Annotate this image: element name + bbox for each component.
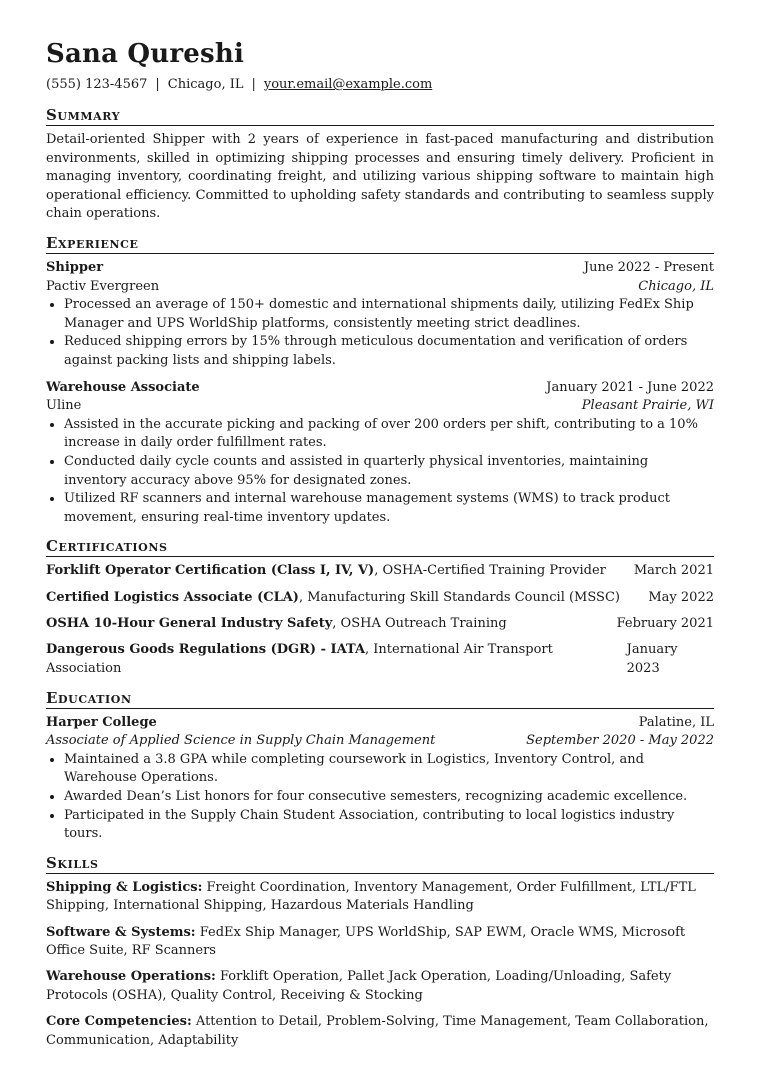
skill-text: Forklift Operation, Pallet Jack Operation, Loading/Unloading, Safety Protocols (OSHA), Quality Control, Receiving & Stocking [46, 969, 672, 1003]
job-location: Pleasant Prairie, WI [581, 398, 714, 414]
certification-row [46, 589, 714, 608]
certification-date: February 2021 [616, 616, 714, 632]
skill-label: Software & Systems: [46, 924, 196, 940]
skill-text: FedEx Ship Manager, UPS WorldShip, SAP EWM, Oracle WMS, Microsoft Office Suite, RF Scanners [46, 924, 686, 959]
skill-text: Freight Coordination, Inventory Management, Order Fulfillment, LTL/FTL Shipping, International Shipping, Hazardous Materials Handling [46, 879, 696, 914]
section-title: Experience [46, 234, 714, 254]
list-item: • Awarded Dean’s List honors for four consecutive semesters, recognizing academic excellence. [64, 788, 714, 807]
section-title: Certifications [46, 537, 714, 557]
section-title: Summary [46, 106, 714, 126]
candidate-name: Sana Qureshi [46, 39, 245, 69]
job-company: Uline [46, 398, 82, 414]
summary-text: Detail-oriented Shipper with 2 years of experience in fast-paced manufacturing and distribution environments, skilled in optimizing shipping processes and ensuring timely delivery. Proficient in managing inventory, coordinating freight, and utilizing various shipping software to maintain high operational efficiency. Committed to upholding safety standards and contributing to seamless supply chain operations. [46, 132, 714, 222]
summary-section [46, 106, 714, 224]
job-bullets [46, 296, 714, 370]
section-title: Skills [46, 854, 714, 874]
certification-row [46, 641, 714, 678]
certification-name: Dangerous Goods Regulations (DGR) - IATA [46, 642, 366, 658]
skill-text: Attention to Detail, Problem-Solving, Time Management, Team Collaboration, Communication, Adaptability [46, 1014, 709, 1048]
job-header [46, 259, 714, 278]
list-item: • Participated in the Supply Chain Student Association, contributing to local logistics industry tours. [64, 807, 714, 844]
skill-group [46, 879, 714, 916]
separator: | [155, 77, 160, 92]
certification-date: March 2021 [633, 563, 714, 579]
certification-name: OSHA 10-Hour General Industry Safety [46, 616, 333, 632]
degree: Associate of Applied Science in Supply Chain Management [46, 733, 436, 749]
certification-row [46, 615, 714, 634]
education-section [46, 689, 714, 844]
list-item: • Reduced shipping errors by 15% through meticulous documentation and verification of orders against packing lists and shipping labels. [64, 333, 714, 370]
list-item: • Assisted in the accurate picking and packing of over 200 orders per shift, contributing to a 10% increase in daily order fulfillment rates. [64, 416, 714, 453]
list-item: • Utilized RF scanners and internal warehouse management systems (WMS) to track product movement, ensuring real-time inventory updates. [64, 490, 714, 527]
certification-name: Forklift Operator Certification (Class I, IV, V) [46, 563, 375, 579]
certification-row [46, 562, 714, 581]
job-subheader [46, 278, 714, 297]
email-link[interactable]: your.email@example.com [263, 77, 433, 92]
skill-label: Shipping & Logistics: [46, 879, 203, 895]
location: Chicago, IL [167, 77, 244, 92]
education-bullets [46, 751, 714, 844]
job-dates: June 2022 - Present [583, 259, 714, 275]
skill-group [46, 968, 714, 1005]
skill-label: Core Competencies: [46, 1014, 192, 1030]
certification-date: January 2023 [626, 642, 678, 677]
experience-section [46, 234, 714, 527]
school-name: Harper College [46, 714, 157, 730]
job-company: Pactiv Evergreen [46, 278, 160, 294]
job-bullets [46, 416, 714, 528]
job-location: Chicago, IL [638, 278, 714, 294]
job-entry [46, 379, 714, 528]
separator: | [251, 77, 256, 92]
phone: (555) 123-4567 [46, 77, 148, 92]
education-header [46, 714, 714, 733]
education-subheader [46, 732, 714, 751]
list-item: • Conducted daily cycle counts and assisted in quarterly physical inventories, maintaining inventory accuracy above 95% for designated zones. [64, 453, 714, 490]
certifications-section [46, 537, 714, 678]
contact-line [46, 76, 714, 94]
certification-name: Certified Logistics Associate (CLA) [46, 589, 299, 605]
job-header [46, 379, 714, 398]
certification-issuer: , OSHA Outreach Training [332, 616, 507, 632]
job-role: Warehouse Associate [46, 379, 200, 395]
certification-issuer: , International Air Transport Association [46, 642, 553, 677]
school-location: Palatine, IL [638, 714, 714, 730]
certification-issuer: , Manufacturing Skill Standards Council (MSSC) [298, 589, 620, 605]
certification-issuer: , OSHA-Certified Training Provider [374, 563, 606, 579]
section-title: Education [46, 689, 714, 709]
certification-date: May 2022 [648, 589, 714, 605]
list-item: • Processed an average of 150+ domestic and international shipments daily, utilizing FedEx Ship Manager and UPS WorldShip platforms, consistently meeting strict deadlines. [64, 296, 714, 333]
job-subheader [46, 397, 714, 416]
skill-group [46, 924, 714, 961]
list-item: • Maintained a 3.8 GPA while completing coursework in Logistics, Inventory Control, and Warehouse Operations. [64, 751, 714, 788]
skills-section [46, 854, 714, 1051]
job-entry [46, 259, 714, 371]
skill-group [46, 1013, 714, 1050]
skill-label: Warehouse Operations: [46, 969, 216, 985]
education-dates: September 2020 - May 2022 [526, 733, 714, 749]
job-dates: January 2021 - June 2022 [546, 379, 714, 395]
job-role: Shipper [46, 259, 104, 275]
